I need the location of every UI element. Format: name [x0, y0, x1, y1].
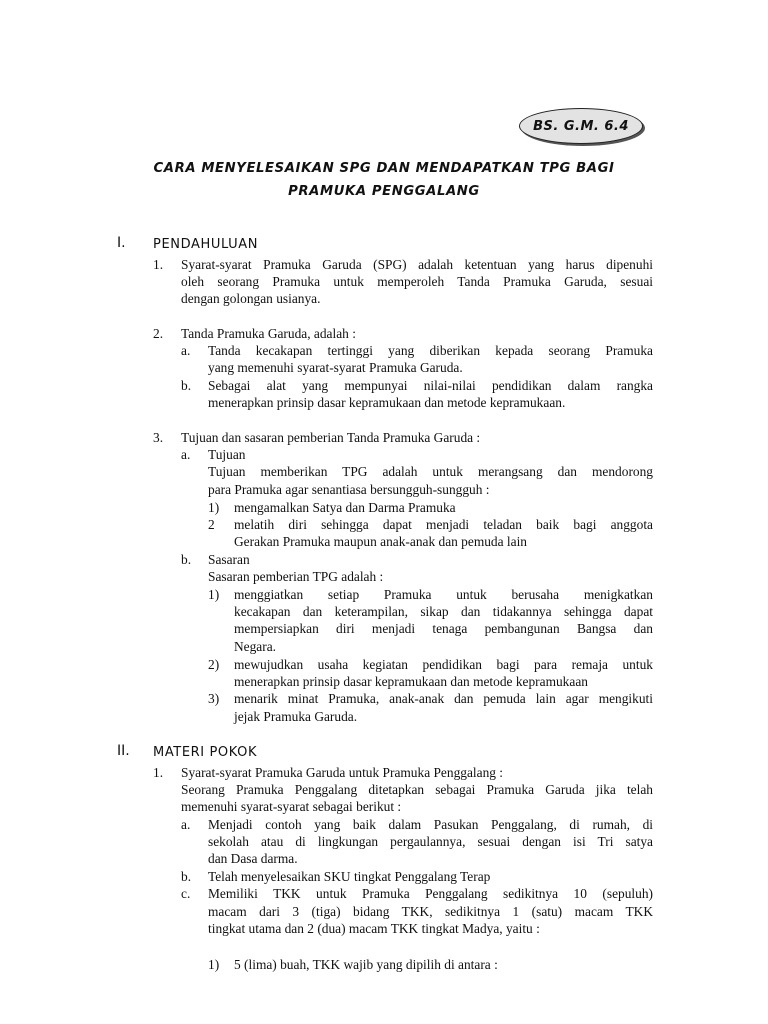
paragraph-line: Seorang Pramuka Penggalang ditetapkan sebagai Pramuka Garuda jika telah	[181, 782, 653, 797]
paragraph-line: melatih diri sehingga dapat menjadi teladan baik bagi anggota	[234, 517, 653, 532]
paragraph-line: mengamalkan Satya dan Darma Pramuka	[234, 500, 456, 515]
document-title-line-2: PRAMUKA PENGGALANG	[288, 184, 480, 199]
section-1-number: I.	[117, 235, 126, 251]
paragraph-line: oleh seorang Pramuka untuk memperoleh Tanda Pramuka Garuda, sesuai	[181, 274, 653, 289]
subitem-letter: a.	[181, 343, 191, 358]
section-2-number: II.	[117, 743, 130, 759]
paragraph-line: Negara.	[234, 639, 277, 654]
paragraph-line: tingkat utama dan 2 (dua) macam TKK tingkat Madya, yaitu :	[208, 921, 540, 936]
point-number: 1)	[208, 957, 220, 972]
paragraph-line: menggiatkan setiap Pramuka untuk berusaha menigkatkan	[234, 587, 653, 602]
paragraph-line: dengan golongan usianya.	[181, 291, 321, 306]
paragraph-line: yang memenuhi syarat-syarat Pramuka Garuda.	[208, 360, 463, 375]
paragraph-line: Tujuan memberikan TPG adalah untuk merangsang dan mendorong	[208, 464, 653, 479]
paragraph-line: Gerakan Pramuka maupun anak-anak dan pemuda lain	[234, 534, 527, 549]
item-number: 2.	[153, 326, 164, 341]
subitem-letter: b.	[181, 378, 192, 393]
paragraph-line: Tujuan dan sasaran pemberian Tanda Pramuka Garuda :	[181, 430, 481, 445]
paragraph-line: dan Dasa darma.	[208, 851, 298, 866]
paragraph-line: sekolah atau di lingkungan pergaulannya, sesuai dengan isi Tri satya	[208, 834, 653, 849]
paragraph-line: mewujudkan usaha kegiatan pendidikan bagi para remaja untuk	[234, 657, 653, 672]
section-2-title: MATERI POKOK	[153, 745, 258, 760]
subitem-label: Tujuan	[208, 447, 246, 462]
paragraph-line: Menjadi contoh yang baik dalam Pasukan Penggalang, di rumah, di	[208, 817, 653, 832]
paragraph-line: menarik minat Pramuka, anak-anak dan pemuda lain agar mengikuti	[234, 691, 653, 706]
paragraph-line: macam dari 3 (tiga) bidang TKK, sedikitnya 1 (satu) macam TKK	[208, 904, 653, 919]
section-1-title: PENDAHULUAN	[153, 237, 259, 252]
item-number: 3.	[153, 430, 164, 445]
paragraph-line: Tanda Pramuka Garuda, adalah :	[181, 326, 356, 341]
point-number: 2)	[208, 657, 220, 672]
paragraph-line: Memiliki TKK untuk Pramuka Penggalang sedikitnya 10 (sepuluh)	[208, 886, 653, 901]
paragraph-line: memenuhi syarat-syarat sebagai berikut :	[181, 799, 402, 814]
paragraph-line: mempersiapkan diri menjadi tenaga pembangunan Bangsa dan	[234, 621, 653, 636]
point-number: 2	[208, 517, 215, 532]
paragraph-line: Sebagai alat yang mempunyai nilai-nilai pendidikan dalam rangka	[208, 378, 653, 393]
point-number: 1)	[208, 500, 220, 515]
subitem-letter: a.	[181, 447, 191, 462]
paragraph-line: Telah menyelesaikan SKU tingkat Penggalang Terap	[208, 869, 491, 884]
subitem-letter: b.	[181, 869, 192, 884]
paragraph-line: para Pramuka agar senantiasa bersungguh-sungguh :	[208, 482, 490, 497]
item-number: 1.	[153, 765, 164, 780]
document-code-badge: BS. G.M. 6.4	[519, 108, 643, 144]
paragraph-line: Syarat-syarat Pramuka Garuda (SPG) adalah ketentuan yang harus dipenuhi	[181, 257, 653, 272]
item-number: 1.	[153, 257, 164, 272]
paragraph-line: kecakapan dan keterampilan, sikap dan tidakannya sehingga dapat	[234, 604, 653, 619]
paragraph-line: Syarat-syarat Pramuka Garuda untuk Pramuka Penggalang :	[181, 765, 504, 780]
subitem-label: Sasaran	[208, 552, 250, 567]
subitem-letter: b.	[181, 552, 192, 567]
paragraph-line: menerapkan prinsip dasar kepramukaan dan metode kepramukaan.	[208, 395, 566, 410]
subitem-letter: a.	[181, 817, 191, 832]
point-number: 3)	[208, 691, 220, 706]
paragraph-line: jejak Pramuka Garuda.	[234, 709, 358, 724]
paragraph-line: 5 (lima) buah, TKK wajib yang dipilih di antara :	[234, 957, 498, 972]
paragraph-line: Sasaran pemberian TPG adalah :	[208, 569, 384, 584]
paragraph-line: Tanda kecakapan tertinggi yang diberikan kepada seorang Pramuka	[208, 343, 653, 358]
subitem-letter: c.	[181, 886, 191, 901]
paragraph-line: menerapkan prinsip dasar kepramukaan dan metode kepramukaan	[234, 674, 588, 689]
point-number: 1)	[208, 587, 220, 602]
document-title-line-1: CARA MENYELESAIKAN SPG DAN MENDAPATKAN TPG BAGI	[153, 161, 615, 176]
